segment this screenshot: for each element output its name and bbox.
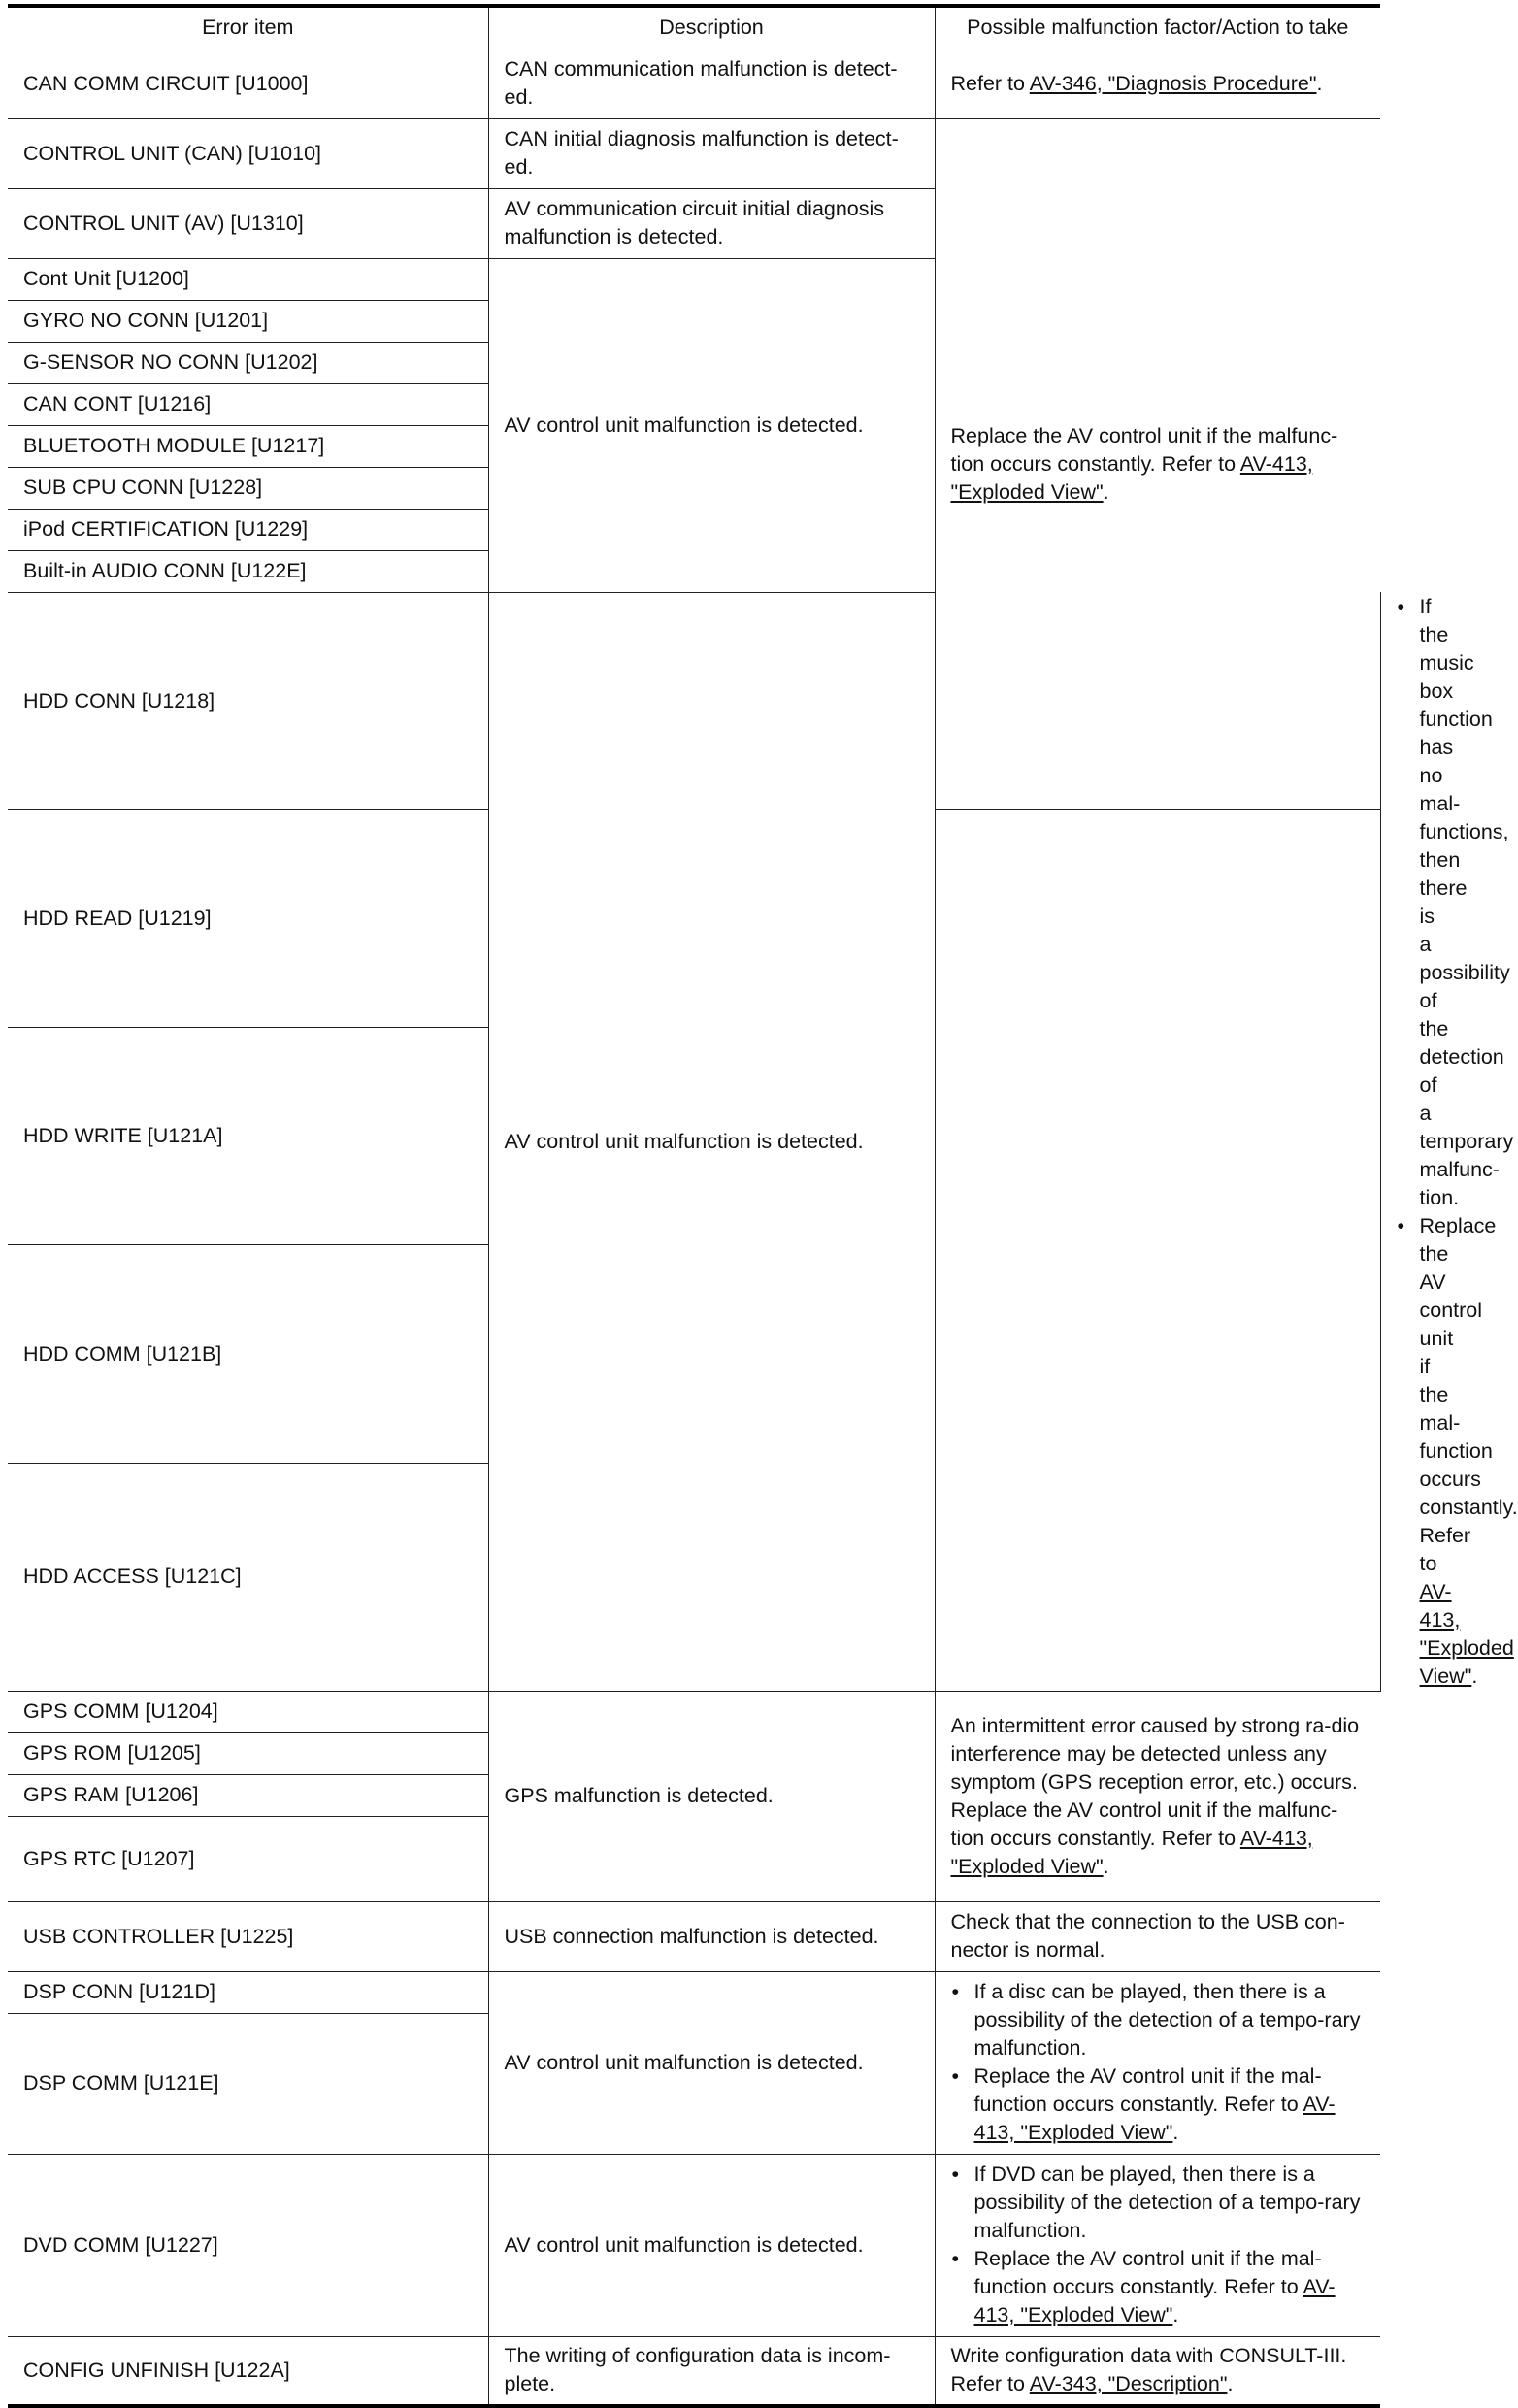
- action-cell: [935, 2154, 1380, 2336]
- error-item: BLUETOOTH MODULE [U1217]: [8, 425, 488, 467]
- header-description: Description: [488, 6, 935, 49]
- table-row: [8, 1971, 1380, 2013]
- action-bullet-list: [951, 2161, 1370, 2329]
- action-cell: [935, 1971, 1380, 2154]
- error-item: Built-in AUDIO CONN [U122E]: [8, 550, 488, 592]
- error-item: DSP CONN [U121D]: [8, 1971, 488, 2013]
- header-error-item: Error item: [8, 6, 488, 49]
- action-text: .: [1172, 2303, 1179, 2326]
- error-item: CAN CONT [U1216]: [8, 383, 488, 425]
- reference-link[interactable]: AV-346, "Diagnosis Procedure": [1029, 71, 1317, 95]
- table-row: [8, 1691, 1380, 1732]
- action-bullet: [951, 2245, 1370, 2329]
- description-cell: GPS malfunction is detected.: [488, 1691, 935, 1901]
- error-item: DSP COMM [U121E]: [8, 2013, 488, 2154]
- description-cell: The writing of configuration data is incom-plete.: [488, 2336, 935, 2406]
- action-cell: Check that the connection to the USB con-nector is normal.: [935, 1901, 1380, 1971]
- action-text: .: [1103, 479, 1109, 504]
- action-text: Replace the AV control unit if the mal-function occurs constantly. Refer to: [1419, 1213, 1518, 1575]
- table-row: [8, 2154, 1380, 2336]
- action-text: Replace the AV control unit if the malfunc-tion occurs constantly. Refer to: [950, 1798, 1338, 1850]
- action-bullet: [1397, 1212, 1518, 1691]
- action-text: .: [1227, 2372, 1234, 2396]
- reference-link[interactable]: AV-413, "Exploded View": [1419, 1579, 1514, 1688]
- reference-link[interactable]: AV-413, "Exploded View": [950, 1826, 1313, 1878]
- action-bullet: • If the music box function has no mal-functions, then there is a possibility of the detection of a temporary malfunc-tion.: [1397, 593, 1420, 1212]
- error-item: CONFIG UNFINISH [U122A]: [8, 2336, 488, 2406]
- action-text: Replace the AV control unit if the malfunc-tion occurs constantly. Refer to: [950, 423, 1338, 476]
- table-row: [8, 49, 1380, 118]
- reference-link[interactable]: AV-413, "Exploded View": [974, 2275, 1336, 2326]
- description-cell: CAN initial diagnosis malfunction is detect-ed.: [488, 118, 935, 188]
- error-item: CONTROL UNIT (CAN) [U1010]: [8, 118, 488, 188]
- description-cell: AV communication circuit initial diagnosis malfunction is detected.: [488, 188, 935, 258]
- action-bullet: • If DVD can be played, then there is a possibility of the detection of a tempo-rary malfunction.: [951, 2161, 1370, 2245]
- error-item: GPS RAM [U1206]: [8, 1774, 488, 1816]
- description-cell: AV control unit malfunction is detected.: [488, 592, 935, 1691]
- description-cell: AV control unit malfunction is detected.: [488, 2154, 935, 2336]
- page: [8, 4, 1518, 2408]
- error-item: DVD COMM [U1227]: [8, 2154, 488, 2336]
- table-row: [8, 2336, 1380, 2406]
- error-item: HDD READ [U1219]: [8, 809, 488, 1027]
- action-text: .: [1316, 71, 1323, 95]
- error-item: GYRO NO CONN [U1201]: [8, 300, 488, 342]
- action-cell: [935, 2336, 1380, 2406]
- header-row: [8, 6, 1380, 49]
- error-item: HDD COMM [U121B]: [8, 1245, 488, 1463]
- error-item: HDD WRITE [U121A]: [8, 1028, 488, 1245]
- error-item: Cont Unit [U1200]: [8, 258, 488, 300]
- action-text: Write configuration data with CONSULT-III. Refer to: [950, 2344, 1347, 2396]
- error-item: G-SENSOR NO CONN [U1202]: [8, 342, 488, 383]
- description-cell: AV control unit malfunction is detected.: [488, 1971, 935, 2154]
- action-cell: [935, 118, 1380, 809]
- error-item: CONTROL UNIT (AV) [U1310]: [8, 188, 488, 258]
- description-cell: CAN communication malfunction is detect-ed.: [488, 49, 935, 118]
- action-text: .: [1471, 1664, 1478, 1688]
- reference-link[interactable]: AV-413, "Exploded View": [974, 2093, 1336, 2144]
- action-paragraph: An intermittent error caused by strong ra-dio interference may be detected unless any symptom (GPS reception error, etc.) occurs.: [950, 1713, 1360, 1794]
- action-text: Replace the AV control unit if the mal-function occurs constantly. Refer to: [974, 2247, 1322, 2298]
- action-bullet-list: [951, 1978, 1370, 2147]
- action-text: .: [1103, 1854, 1109, 1878]
- description-cell: AV control unit malfunction is detected.: [488, 258, 935, 592]
- error-item: GPS COMM [U1204]: [8, 1691, 488, 1732]
- error-item: USB CONTROLLER [U1225]: [8, 1901, 488, 1971]
- action-cell: [935, 1691, 1380, 1901]
- error-item: iPod CERTIFICATION [U1229]: [8, 509, 488, 550]
- table-row: [8, 1901, 1380, 1971]
- error-item: GPS RTC [U1207]: [8, 1816, 488, 1901]
- error-item: SUB CPU CONN [U1228]: [8, 467, 488, 509]
- action-text: Refer to: [950, 71, 1030, 95]
- reference-link[interactable]: AV-343, "Description": [1029, 2372, 1228, 2396]
- action-cell: [935, 49, 1380, 118]
- description-cell: USB connection malfunction is detected.: [488, 1901, 935, 1971]
- action-text: .: [1172, 2121, 1179, 2144]
- error-item: HDD ACCESS [U121C]: [8, 1463, 488, 1691]
- action-text: Replace the AV control unit if the mal-function occurs constantly. Refer to: [974, 2064, 1322, 2116]
- action-bullet: [951, 2062, 1370, 2147]
- header-action: Possible malfunction factor/Action to take: [935, 6, 1380, 49]
- table-row: [8, 118, 1380, 188]
- error-item: GPS ROM [U1205]: [8, 1732, 488, 1774]
- error-table: [8, 4, 1518, 2408]
- action-bullet: • If a disc can be played, then there is a possibility of the detection of a tempo-rary malfunction.: [951, 1978, 1370, 2062]
- error-item: CAN COMM CIRCUIT [U1000]: [8, 49, 488, 118]
- reference-link[interactable]: AV-413, "Exploded View": [950, 451, 1313, 504]
- action-paragraph: [951, 1797, 1370, 1881]
- error-item: HDD CONN [U1218]: [8, 592, 488, 809]
